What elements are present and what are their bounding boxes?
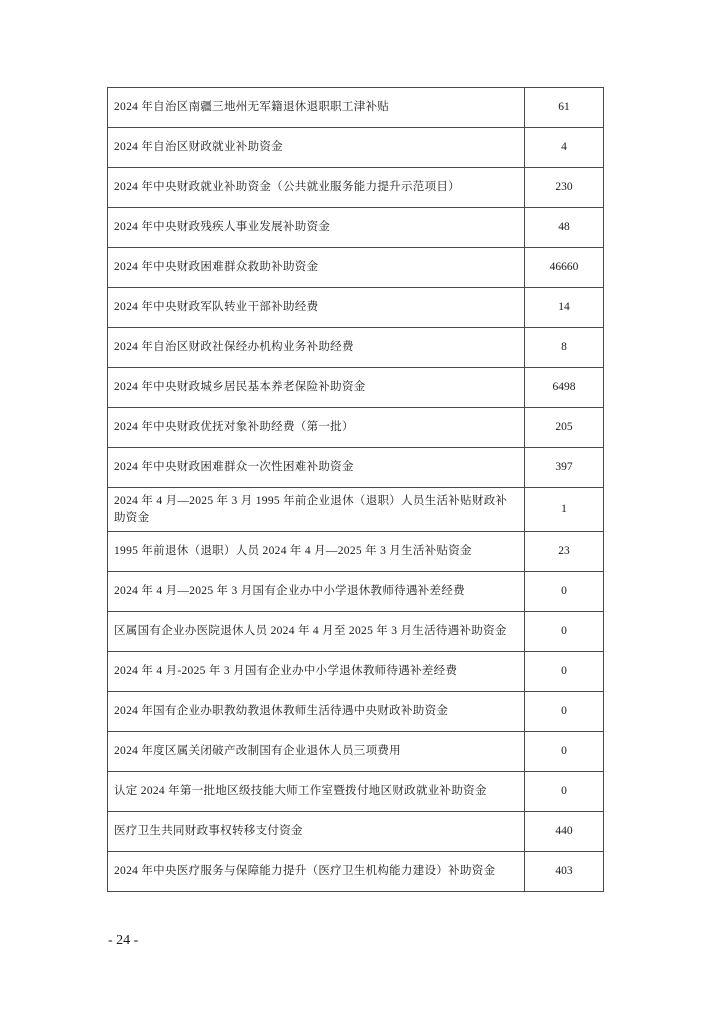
table-row	[108, 488, 604, 532]
table-row	[108, 732, 604, 772]
table-row	[108, 128, 604, 168]
table-row	[108, 208, 604, 248]
item-name: 区属国有企业办医院退休人员 2024 年 4 月至 2025 年 3 月生活待遇补助资金	[108, 612, 525, 652]
item-name: 2024 年 4 月—2025 年 3 月 1995 年前企业退休（退职）人员生活补贴财政补助资金	[108, 488, 525, 532]
item-amount: 403	[525, 852, 604, 892]
item-amount: 397	[525, 448, 604, 488]
table-row	[108, 88, 604, 128]
table-row	[108, 612, 604, 652]
item-amount: 14	[525, 288, 604, 328]
item-amount: 1	[525, 488, 604, 532]
item-amount: 6498	[525, 368, 604, 408]
table-row	[108, 532, 604, 572]
item-amount: 46660	[525, 248, 604, 288]
item-name: 1995 年前退休（退职）人员 2024 年 4 月—2025 年 3 月生活补贴资金	[108, 532, 525, 572]
item-name: 认定 2024 年第一批地区级技能大师工作室暨拨付地区财政就业补助资金	[108, 772, 525, 812]
item-amount: 0	[525, 572, 604, 612]
table-row	[108, 692, 604, 732]
table-row	[108, 652, 604, 692]
item-amount: 0	[525, 692, 604, 732]
item-name: 2024 年中央财政残疾人事业发展补助资金	[108, 208, 525, 248]
page-number: - 24 -	[108, 933, 139, 948]
item-amount: 4	[525, 128, 604, 168]
item-name: 2024 年中央财政优抚对象补助经费（第一批）	[108, 408, 525, 448]
item-amount: 0	[525, 732, 604, 772]
table-row	[108, 288, 604, 328]
item-amount: 61	[525, 88, 604, 128]
item-amount: 0	[525, 772, 604, 812]
item-amount: 205	[525, 408, 604, 448]
item-name: 2024 年度区属关闭破产改制国有企业退休人员三项费用	[108, 732, 525, 772]
table-row	[108, 168, 604, 208]
item-name: 2024 年 4 月-2025 年 3 月国有企业办中小学退休教师待遇补差经费	[108, 652, 525, 692]
item-name: 2024 年中央财政就业补助资金（公共就业服务能力提升示范项目）	[108, 168, 525, 208]
table-row	[108, 772, 604, 812]
table-row	[108, 852, 604, 892]
item-name: 2024 年中央财政城乡居民基本养老保险补助资金	[108, 368, 525, 408]
table-row	[108, 408, 604, 448]
item-amount: 23	[525, 532, 604, 572]
item-name: 2024 年 4 月—2025 年 3 月国有企业办中小学退休教师待遇补差经费	[108, 572, 525, 612]
item-name: 2024 年中央财政困难群众一次性困难补助资金	[108, 448, 525, 488]
item-name: 2024 年自治区财政就业补助资金	[108, 128, 525, 168]
item-name: 2024 年自治区南疆三地州无军籍退休退职职工津补贴	[108, 88, 525, 128]
funding-table	[107, 87, 604, 892]
table-row	[108, 572, 604, 612]
item-amount: 440	[525, 812, 604, 852]
table-row	[108, 812, 604, 852]
item-amount: 48	[525, 208, 604, 248]
table-row	[108, 248, 604, 288]
table-row	[108, 368, 604, 408]
item-amount: 0	[525, 612, 604, 652]
item-amount: 0	[525, 652, 604, 692]
item-name: 2024 年中央医疗服务与保障能力提升（医疗卫生机构能力建设）补助资金	[108, 852, 525, 892]
item-name: 医疗卫生共同财政事权转移支付资金	[108, 812, 525, 852]
item-name: 2024 年中央财政困难群众救助补助资金	[108, 248, 525, 288]
table-row	[108, 328, 604, 368]
item-name: 2024 年自治区财政社保经办机构业务补助经费	[108, 328, 525, 368]
item-amount: 8	[525, 328, 604, 368]
table-row	[108, 448, 604, 488]
item-amount: 230	[525, 168, 604, 208]
item-name: 2024 年国有企业办职教幼教退休教师生活待遇中央财政补助资金	[108, 692, 525, 732]
item-name: 2024 年中央财政军队转业干部补助经费	[108, 288, 525, 328]
